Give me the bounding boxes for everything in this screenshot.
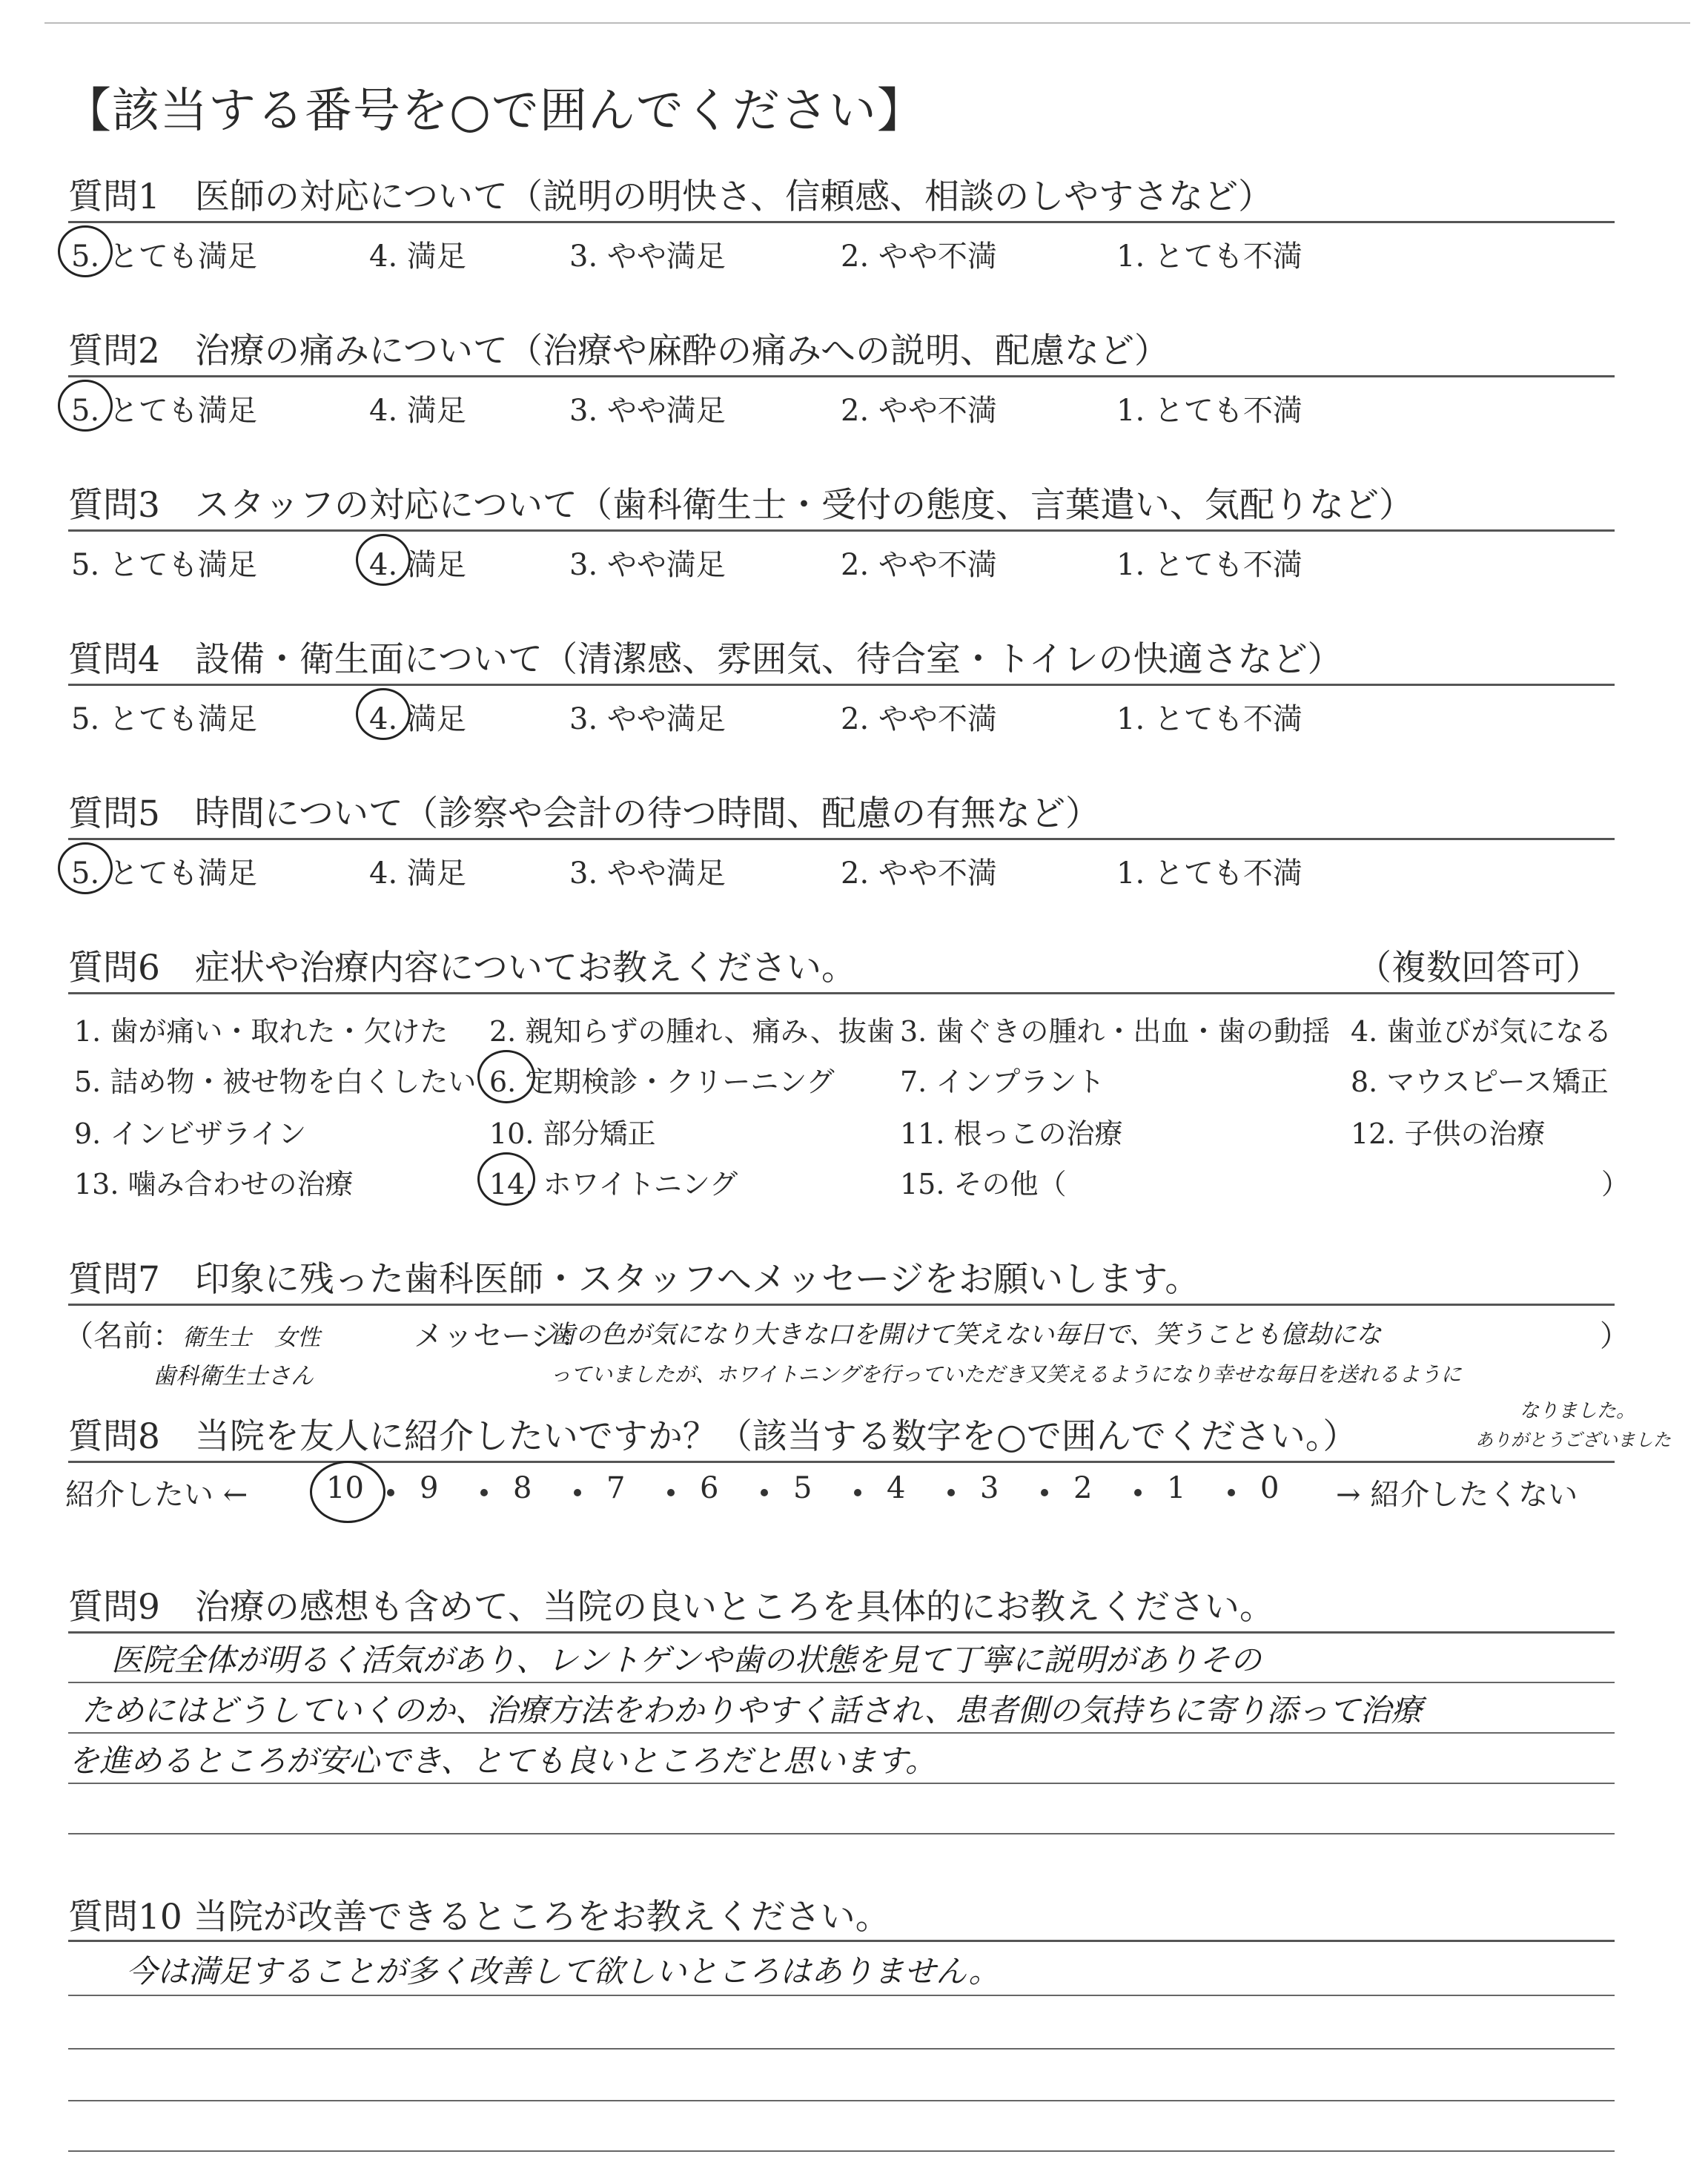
q6-option-4[interactable]: 4. 歯並びが気になる [1351,1015,1612,1048]
q1-option-3[interactable]: 3. やや満足 [569,240,726,274]
q1-title: 質問1 医師の対応について（説明の明快さ、信頼感、相談のしやすさなど） [68,176,1274,217]
q9-hand-line-2: ためにはどうしていくのか、治療方法をわかりやすく話され、患者側の気持ちに寄り添って治療 [82,1692,1423,1728]
q4-option-1[interactable]: 1. とても不満 [1116,702,1302,736]
q1-option-5[interactable]: 5. とても満足 [71,240,257,274]
q6-option-15[interactable]: 15. その他（ [900,1168,1067,1200]
q3-title: 質問3 スタッフの対応について（歯科衛生士・受付の態度、言葉遣い、気配りなど） [68,485,1414,526]
q8-separator-dot [480,1489,488,1496]
q6-option-9[interactable]: 9. インビザライン [74,1117,307,1150]
q5-option-4[interactable]: 4. 満足 [369,856,466,891]
q9-rule-3 [68,1732,1615,1734]
q7-hand-message-1: 歯の色が気になり大きな口を開けて笑えない毎日で、笑うことも億劫にな [550,1320,1382,1350]
q6-option-13[interactable]: 13. 噛み合わせの治療 [74,1168,354,1200]
q8-rule [68,1461,1615,1463]
q8-selection-circle [310,1461,385,1523]
q9-hand-line-3: を進めるところが安心でき、とても良いところだと思います。 [68,1743,936,1779]
q6-option-8[interactable]: 8. マウスピース矯正 [1351,1066,1609,1098]
q9-rule-5 [68,1833,1615,1834]
q3-option-4[interactable]: 4. 満足 [369,548,466,582]
q5-rule [68,838,1615,840]
q7-hand-name-1: 衛生士 女性 [182,1324,320,1351]
q6-option-12[interactable]: 12. 子供の治療 [1351,1117,1546,1150]
q7-hand-message-2: っていましたが、ホワイトニングを行っていただき又笑えるようになり幸せな毎日を送れるように [550,1362,1462,1387]
q4-option-4[interactable]: 4. 満足 [369,702,466,736]
q8-right-label: → 紹介したくない [1336,1478,1578,1512]
q3-option-1[interactable]: 1. とても不満 [1116,548,1302,582]
q6-option-2[interactable]: 2. 親知らずの腫れ、痛み、抜歯 [489,1015,895,1048]
q5-selection-circle [58,842,113,894]
q8-scale-3[interactable]: 3 [980,1471,999,1505]
q6-option-6[interactable]: 6. 定期検診・クリーニング [489,1066,835,1098]
q6-option-11[interactable]: 11. 根っこの治療 [900,1117,1123,1150]
q8-scale-1[interactable]: 1 [1167,1471,1186,1505]
q5-option-3[interactable]: 3. やや満足 [569,856,726,891]
q6-selection-circle-2 [477,1152,535,1206]
q10-rule-2 [68,1995,1615,1996]
q9-rule-1 [68,1631,1615,1634]
q7-hand-name-2: 歯科衛生士さん [153,1363,314,1390]
q10-rule-1 [68,1940,1615,1942]
q2-rule [68,375,1615,377]
q8-separator-dot [387,1489,394,1496]
q6-option-10[interactable]: 10. 部分矯正 [489,1117,656,1150]
top-border [44,22,1690,24]
q4-option-5[interactable]: 5. とても満足 [71,702,257,736]
q7-closing: ） [1600,1319,1629,1353]
q4-option-3[interactable]: 3. やや満足 [569,702,726,736]
q4-rule [68,684,1615,686]
q6-selection-circle-1 [477,1050,535,1103]
q1-option-1[interactable]: 1. とても不満 [1116,240,1302,274]
q8-left-label: 紹介したい ← [65,1478,248,1512]
q2-title: 質問2 治療の痛みについて（治療や麻酔の痛みへの説明、配慮など） [68,331,1170,371]
q6-option-1[interactable]: 1. 歯が痛い・取れた・欠けた [74,1015,448,1048]
q8-scale-4[interactable]: 4 [887,1471,906,1505]
q7-rule [68,1304,1615,1306]
page-title: 【該当する番号を○で囲んでください】 [64,84,925,139]
q6-title: 質問6 症状や治療内容についてお教えください。 [68,948,856,988]
q6-option-3[interactable]: 3. 歯ぐきの腫れ・出血・歯の動揺 [900,1015,1331,1048]
q4-option-2[interactable]: 2. やや不満 [841,702,997,736]
q3-rule [68,529,1615,532]
q9-rule-4 [68,1783,1615,1784]
q3-selection-circle [356,534,411,586]
q3-option-3[interactable]: 3. やや満足 [569,548,726,582]
q6-option-5[interactable]: 5. 詰め物・被せ物を白くしたい [74,1066,477,1098]
q5-option-1[interactable]: 1. とても不満 [1116,856,1302,891]
q2-option-2[interactable]: 2. やや不満 [841,394,997,428]
q8-separator-dot [761,1489,768,1496]
q8-title: 質問8 当院を友人に紹介したいですか？（該当する数字を○で囲んでください。） [68,1416,1358,1457]
q9-hand-line-1: 医院全体が明るく活気があり、レントゲンや歯の状態を見て丁寧に説明がありその [111,1642,1262,1678]
q6-option-14[interactable]: 14. ホワイトニング [489,1168,738,1200]
q7-name-label: （名前： [64,1319,182,1353]
q8-scale-6[interactable]: 6 [700,1471,719,1505]
q4-selection-circle [356,688,411,740]
q5-option-5[interactable]: 5. とても満足 [71,856,257,891]
q7-hand-message-3: なりました。 [1520,1400,1636,1422]
q8-scale-2[interactable]: 2 [1073,1471,1093,1505]
q2-option-3[interactable]: 3. やや満足 [569,394,726,428]
q8-scale-7[interactable]: 7 [606,1471,626,1505]
q6-option-7[interactable]: 7. インプラント [900,1066,1105,1098]
q8-separator-dot [1134,1489,1142,1496]
q6-other-close[interactable]: ） [1601,1168,1630,1200]
q8-scale-8[interactable]: 8 [513,1471,532,1505]
q8-separator-dot [574,1489,581,1496]
q6-note: （複数回答可） [1357,948,1601,988]
q7-title: 質問7 印象に残った歯科医師・スタッフへメッセージをお願いします。 [68,1259,1200,1300]
q7-message-label: メッセージ： [414,1319,590,1353]
q1-rule [68,221,1615,223]
q10-rule-5 [68,2150,1615,2152]
q1-option-2[interactable]: 2. やや不満 [841,240,997,274]
q8-separator-dot [947,1489,955,1496]
q3-option-2[interactable]: 2. やや不満 [841,548,997,582]
q8-separator-dot [1041,1489,1048,1496]
q6-rule [68,992,1615,994]
q8-separator-dot [1228,1489,1235,1496]
q10-hand-line-1: 今は満足することが多く改善して欲しいところはありません。 [126,1953,1000,1989]
q2-option-5[interactable]: 5. とても満足 [71,394,257,428]
q9-rule-2 [68,1682,1615,1683]
q5-title: 質問5 時間について（診察や会計の待つ時間、配慮の有無など） [68,793,1100,834]
q4-title: 質問4 設備・衛生面について（清潔感、雰囲気、待合室・トイレの快適さなど） [68,639,1343,680]
q10-rule-3 [68,2048,1615,2050]
q8-separator-dot [854,1489,861,1496]
q10-title: 質問10 当院が改善できるところをお教えください。 [68,1897,890,1938]
q2-option-4[interactable]: 4. 満足 [369,394,466,428]
q7-hand-message-4: ありがとうございました [1475,1430,1671,1450]
q9-title: 質問9 治療の感想も含めて、当院の良いところを具体的にお教えください。 [68,1587,1274,1628]
q2-selection-circle [58,380,113,432]
q1-option-4[interactable]: 4. 満足 [369,240,466,274]
q8-separator-dot [667,1489,675,1496]
q1-selection-circle [58,225,113,277]
q10-rule-4 [68,2100,1615,2101]
q8-scale-0[interactable]: 0 [1260,1471,1280,1505]
q8-scale-9[interactable]: 9 [420,1471,439,1505]
q3-option-5[interactable]: 5. とても満足 [71,548,257,582]
q8-scale-5[interactable]: 5 [793,1471,812,1505]
q5-option-2[interactable]: 2. やや不満 [841,856,997,891]
q2-option-1[interactable]: 1. とても不満 [1116,394,1302,428]
q8-scale-10[interactable]: 10 [326,1471,364,1505]
